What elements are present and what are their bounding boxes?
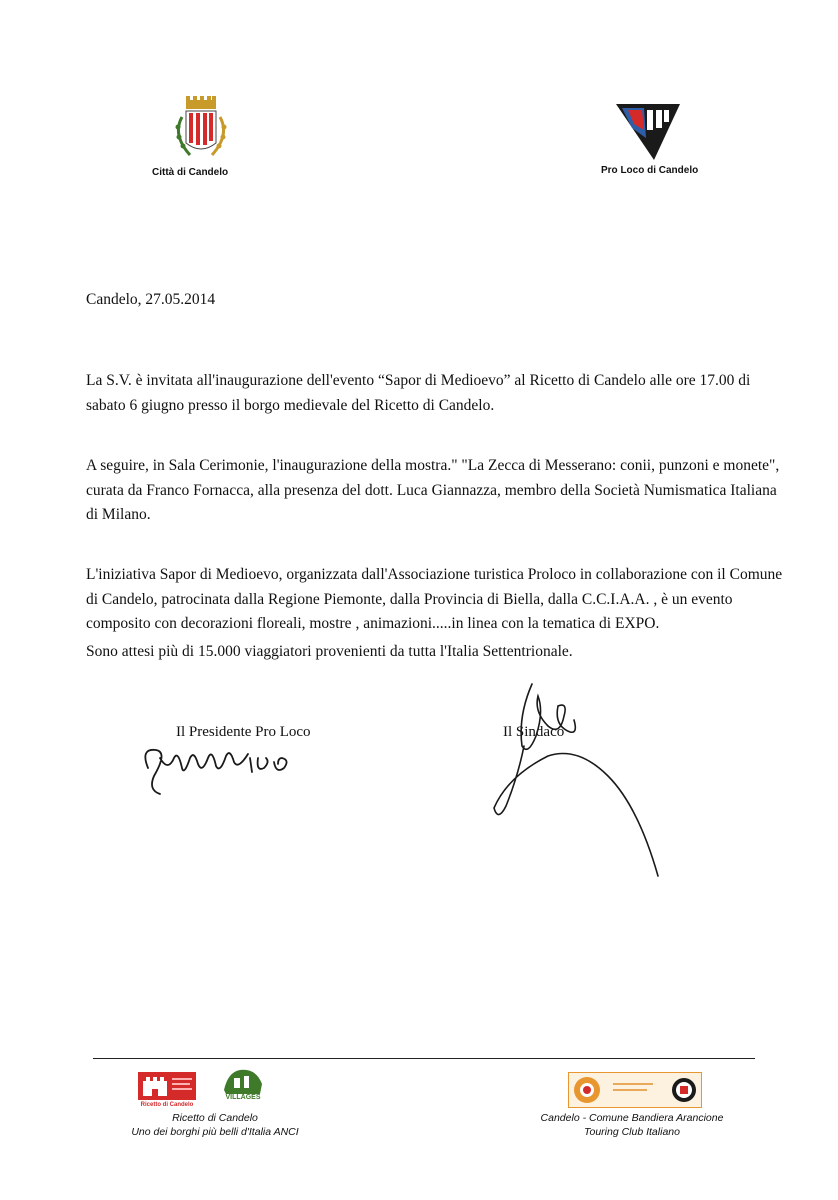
footer-divider bbox=[93, 1058, 755, 1059]
orange-flag-icon bbox=[572, 1075, 602, 1105]
footer-left-line: Ricetto di Candelo bbox=[172, 1112, 258, 1124]
letter-paragraph: Sono attesi più di 15.000 viaggiatori provenienti da tutta l'Italia Settentrionale. bbox=[86, 643, 573, 660]
mayor-signature bbox=[488, 676, 668, 886]
footer-left-text bbox=[110, 1111, 320, 1139]
letter-paragraph: L'iniziativa Sapor di Medioevo, organizzata dall'Associazione turistica Proloco in collaborazione con il Comune di Candelo, patrocinata dalla Regione Piemonte, dalla Provincia di Biella, dalla C.C.I.A.A. , è un evento composito con decorazioni floreali, mostre , animazioni.....in linea con la tematica di EXPO. bbox=[86, 566, 783, 632]
ricetto-badge-lines bbox=[172, 1078, 192, 1080]
footer-right-line: Candelo - Comune Bandiera Arancione bbox=[540, 1112, 724, 1124]
pro-loco-emblem-icon bbox=[614, 100, 682, 162]
pro-loco-logo bbox=[614, 100, 682, 162]
mayor-signature-label: Il Sindaco bbox=[503, 724, 565, 740]
bandiera-arancione-logo bbox=[568, 1072, 702, 1108]
citta-di-candelo-label: Città di Candelo bbox=[152, 167, 229, 178]
ricetto-badge-label: Ricetto di Candelo bbox=[140, 1102, 194, 1108]
president-signature-label: Il Presidente Pro Loco bbox=[176, 724, 311, 740]
villages-logo bbox=[220, 1066, 266, 1110]
touring-club-icon bbox=[671, 1077, 697, 1103]
citta-di-candelo-logo bbox=[166, 95, 236, 165]
handwritten-signature-icon bbox=[138, 728, 308, 800]
villages-label: VILLAGES bbox=[225, 1094, 261, 1101]
villages-emblem-icon bbox=[220, 1066, 266, 1110]
castle-icon bbox=[142, 1075, 168, 1097]
letter-paragraph: La S.V. è invitata all'inaugurazione dell'evento “Sapor di Medioevo” al Ricetto di Candelo alle ore 17.00 di sabato 6 giugno presso il borgo medievale del Ricetto di Candelo. bbox=[86, 372, 751, 414]
letter-paragraph: A seguire, in Sala Cerimonie, l'inaugurazione della mostra." "La Zecca di Messerano: conii, punzoni e monete", curata da Franco Fornacca, alla presenza del dott. Luca Giannazza, membro della Società Numismatica Italiana di Milano. bbox=[86, 457, 780, 523]
footer-left-line: Uno dei borghi più belli d'Italia ANCI bbox=[131, 1126, 299, 1138]
coat-of-arms-icon bbox=[166, 95, 236, 165]
footer-right-line: Touring Club Italiano bbox=[584, 1126, 680, 1138]
letter-date: Candelo, 27.05.2014 bbox=[86, 291, 216, 308]
handwritten-signature-icon bbox=[488, 676, 668, 886]
footer-right-text bbox=[526, 1111, 738, 1139]
ricetto-logo bbox=[138, 1072, 196, 1100]
president-signature bbox=[138, 728, 308, 800]
pro-loco-label: Pro Loco di Candelo bbox=[601, 165, 699, 176]
